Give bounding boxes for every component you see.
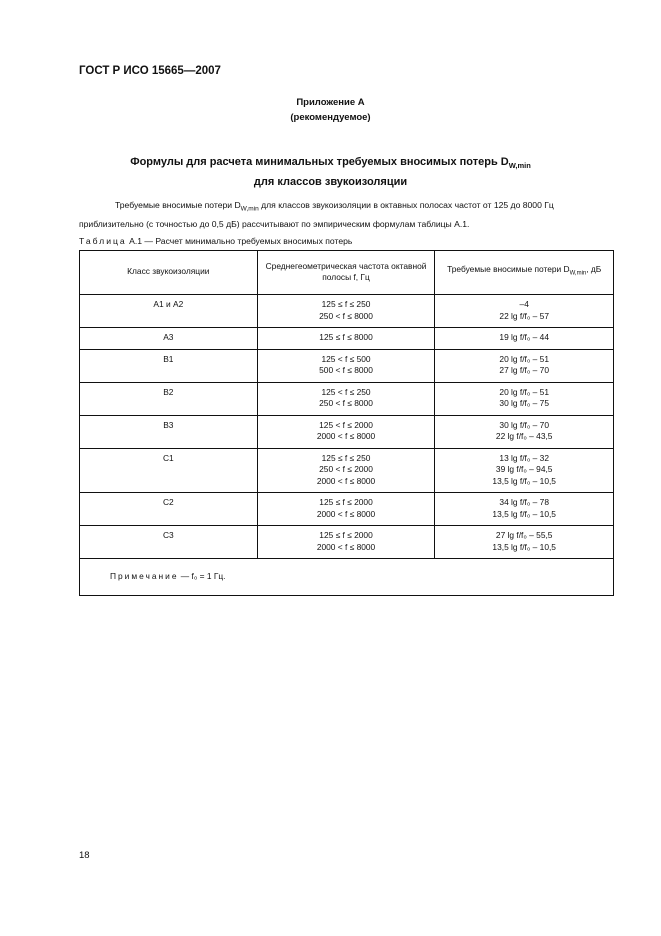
class-cell: А3: [80, 328, 258, 350]
table-row: [80, 415, 614, 448]
frequency-range: 125 ≤ f ≤ 250: [321, 452, 371, 463]
frequency-range: 250 < f ≤ 8000: [319, 398, 373, 408]
loss-cell: [435, 295, 614, 328]
frequency-cell: [257, 415, 435, 448]
caption-text: А.1 — Расчет минимально требуемых вносимых потерь: [126, 236, 353, 246]
heading-line-2: для классов звукоизоляции: [253, 176, 408, 189]
frequency-range: 2000 < f ≤ 8000: [316, 541, 376, 552]
class-cell: А1 и А2: [80, 295, 258, 328]
loss-formula: 19 lg f/f₀ – 44: [499, 332, 549, 342]
frequency-cell: [257, 526, 435, 559]
loss-formula: 13,5 lg f/f₀ – 10,5: [492, 475, 556, 486]
table-row: [80, 349, 614, 382]
header-frequency-line-2: полосы f, Гц: [322, 272, 370, 282]
frequency-range: 500 < f ≤ 8000: [319, 365, 373, 375]
header-loss-subscript: W,min: [569, 270, 587, 277]
frequency-cell: [257, 493, 435, 526]
loss-cell: [435, 448, 614, 493]
frequency-range: 125 ≤ f ≤ 2000: [319, 530, 373, 540]
heading-subscript: W,min: [508, 161, 531, 171]
appendix-status: (рекомендуемое): [290, 112, 371, 123]
class-cell: С3: [80, 526, 258, 559]
class-cell: С1: [80, 448, 258, 493]
frequency-range: 2000 < f ≤ 8000: [316, 475, 376, 486]
frequency-cell: [257, 382, 435, 415]
loss-cell: [435, 526, 614, 559]
frequency-range: 2000 < f ≤ 8000: [316, 508, 376, 519]
table-row: [80, 328, 614, 350]
frequency-range: 250 < f ≤ 2000: [319, 464, 373, 474]
loss-cell: [435, 328, 614, 350]
frequency-range: 250 < f ≤ 8000: [319, 310, 373, 321]
loss-formula: 20 lg f/f₀ – 51: [499, 386, 549, 397]
insertion-loss-table: [79, 250, 614, 596]
page-number: 18: [79, 850, 90, 861]
loss-formula: 22 lg f/f₀ – 43,5: [495, 431, 553, 441]
loss-formula: 22 lg f/f₀ – 57: [499, 310, 549, 321]
header-loss-text: Требуемые вносимые потери D: [447, 263, 570, 274]
table-note-row: [80, 559, 614, 596]
table-header-row: [80, 251, 614, 295]
class-cell: В3: [80, 415, 258, 448]
intro-text-1: Требуемые вносимые потери D: [115, 200, 241, 210]
intro-subscript: W,min: [240, 205, 259, 213]
document-code: ГОСТ Р ИСО 15665—2007: [79, 65, 221, 77]
header-loss-unit: , дБ: [586, 263, 602, 274]
heading-text: Формулы для расчета минимальных требуемых вносимых потерь D: [130, 156, 509, 168]
frequency-cell: [257, 328, 435, 350]
loss-formula: 34 lg f/f₀ – 78: [499, 497, 549, 507]
class-cell: С2: [80, 493, 258, 526]
note-label: Примечание: [110, 571, 179, 581]
loss-formula: 27 lg f/f₀ – 55,5: [495, 530, 553, 540]
appendix-title: Приложение А: [296, 97, 365, 108]
class-cell: В1: [80, 349, 258, 382]
loss-cell: [435, 349, 614, 382]
frequency-cell: [257, 448, 435, 493]
table-row: [80, 526, 614, 559]
heading-line-1: [0, 154, 661, 174]
frequency-range: 125 < f ≤ 500: [321, 353, 371, 364]
frequency-range: 125 ≤ f ≤ 8000: [319, 332, 373, 342]
loss-formula: 13,5 lg f/f₀ – 10,5: [492, 508, 556, 519]
table-row: [80, 493, 614, 526]
loss-cell: [435, 382, 614, 415]
table-caption: [79, 236, 352, 246]
table-note: [80, 559, 614, 596]
loss-formula: 13,5 lg f/f₀ – 10,5: [492, 541, 556, 552]
note-text: — f₀ = 1 Гц.: [178, 571, 226, 581]
loss-formula: 30 lg f/f₀ – 70: [499, 419, 549, 430]
loss-formula: 20 lg f/f₀ – 51: [499, 353, 549, 364]
loss-cell: [435, 415, 614, 448]
loss-formula: 30 lg f/f₀ – 75: [499, 398, 549, 408]
header-class: Класс звукоизоляции: [80, 251, 258, 295]
intro-text-2: для классов звукоизоляции в октавных полосах частот от 125 до 8000 Гц приблизительно (с точностью до 0,5 дБ) рассчитывают по эмпирическим формулам таблицы А.1.: [79, 200, 554, 229]
frequency-cell: [257, 349, 435, 382]
frequency-range: 2000 < f ≤ 8000: [316, 431, 376, 441]
section-heading: [0, 154, 661, 190]
frequency-range: 125 < f ≤ 2000: [319, 419, 373, 430]
caption-label: Таблица: [79, 236, 127, 246]
frequency-cell: [257, 295, 435, 328]
loss-formula: 27 lg f/f₀ – 70: [499, 365, 549, 375]
table-row: [80, 448, 614, 493]
table-row: [80, 382, 614, 415]
frequency-range: 125 ≤ f ≤ 2000: [319, 497, 373, 507]
loss-formula: 13 lg f/f₀ – 32: [499, 452, 549, 463]
appendix-block: [0, 95, 661, 125]
loss-formula: –4: [519, 299, 529, 309]
header-loss: [435, 251, 614, 295]
loss-formula: 39 lg f/f₀ – 94,5: [495, 464, 553, 474]
header-frequency: [257, 251, 435, 295]
header-frequency-line-1: Среднегеометрическая частота октавной: [265, 260, 427, 271]
class-cell: В2: [80, 382, 258, 415]
table-row: [80, 295, 614, 328]
frequency-range: 125 < f ≤ 250: [321, 386, 371, 397]
intro-paragraph: [79, 198, 615, 231]
loss-cell: [435, 493, 614, 526]
frequency-range: 125 ≤ f ≤ 250: [321, 299, 371, 309]
